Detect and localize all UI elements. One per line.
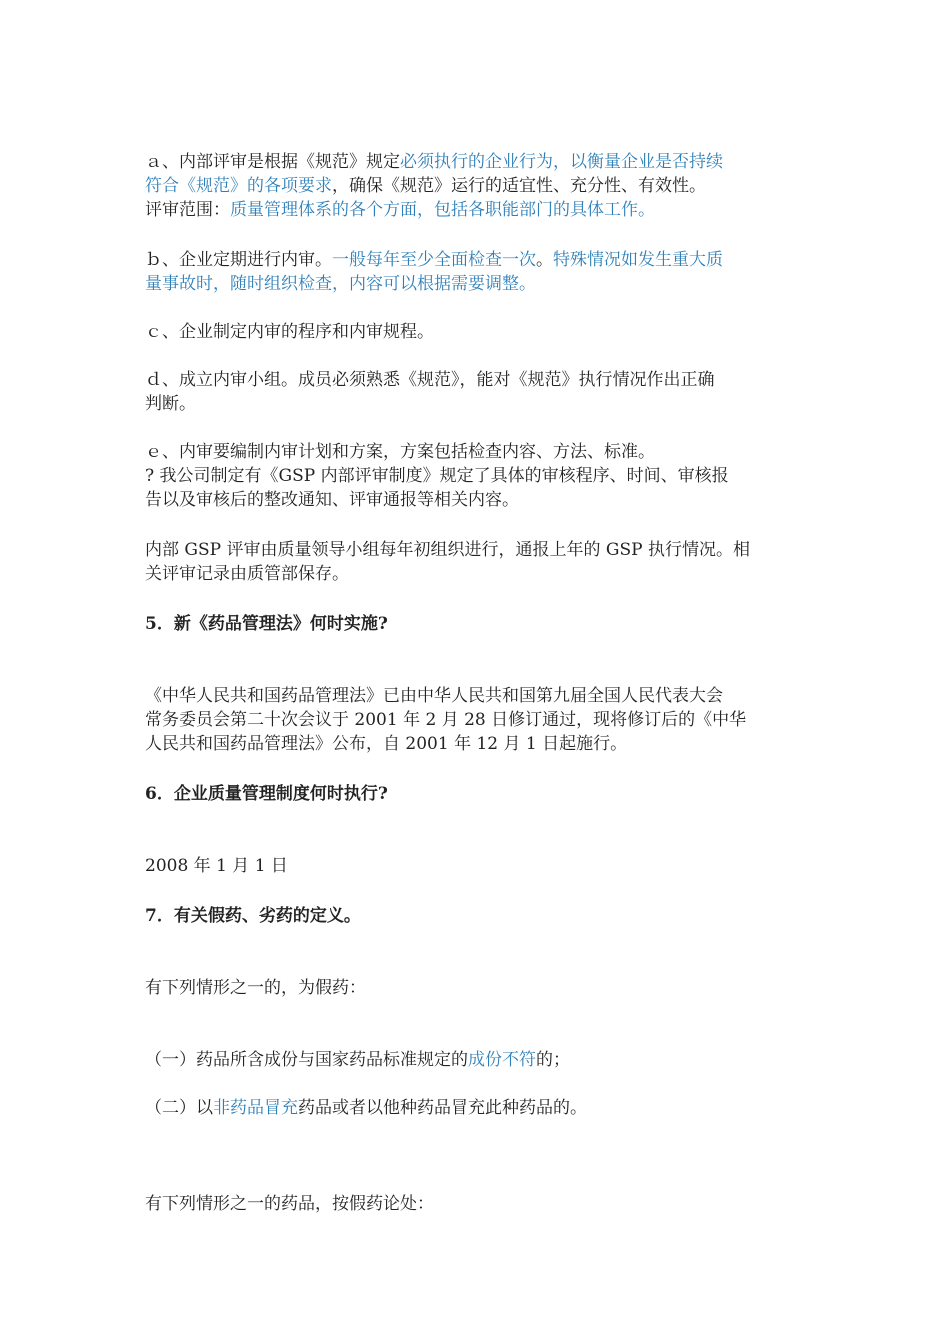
para-b-line-1: ｂ、企业定期进行内审。一般每年至少全面检查一次。特殊情况如发生重大质 <box>145 250 723 270</box>
para-d-line-2: 判断。 <box>145 394 196 414</box>
para-gsp-line-2: 关评审记录由质管部保存。 <box>145 564 349 584</box>
q7-item-2: （二）以非药品冒充药品或者以他种药品冒充此种药品的。 <box>145 1098 587 1118</box>
q7-heading: 7．有关假药、劣药的定义。 <box>145 906 361 926</box>
para-e-line-3: 告以及审核后的整改通知、评审通报等相关内容。 <box>145 490 519 510</box>
q7-intro: 有下列情形之一的，为假药： <box>145 978 366 998</box>
q5-heading: 5．新《药品管理法》何时实施? <box>145 614 388 634</box>
para-a-line-1: ａ、内部评审是根据《规范》规定必须执行的企业行为，以衡量企业是否持续 <box>145 152 723 172</box>
para-gsp-line-1: 内部 GSP 评审由质量领导小组每年初组织进行，通报上年的 GSP 执行情况。相 <box>145 540 750 560</box>
para-e-line-2: ? 我公司制定有《GSP 内部评审制度》规定了具体的审核程序、时间、审核报 <box>145 466 729 486</box>
q5-line-1: 《中华人民共和国药品管理法》已由中华人民共和国第九届全国人民代表大会 <box>145 686 723 706</box>
q6-heading: 6．企业质量管理制度何时执行? <box>145 784 388 804</box>
para-c-line-1: ｃ、企业制定内审的程序和内审规程。 <box>145 322 434 342</box>
para-a-line-2: 符合《规范》的各项要求，确保《规范》运行的适宜性、充分性、有效性。 <box>145 176 706 196</box>
q5-line-2: 常务委员会第二十次会议于 2001 年 2 月 28 日修订通过，现将修订后的《中华 <box>145 710 747 730</box>
q5-line-3: 人民共和国药品管理法》公布，自 2001 年 12 月 1 日起施行。 <box>145 734 628 754</box>
para-a-line-3: 评审范围：质量管理体系的各个方面，包括各职能部门的具体工作。 <box>145 200 655 220</box>
para-e-line-1: ｅ、内审要编制内审计划和方案，方案包括检查内容、方法、标准。 <box>145 442 655 462</box>
q6-answer: 2008 年 1 月 1 日 <box>145 856 288 876</box>
q7-intro-2: 有下列情形之一的药品，按假药论处： <box>145 1194 434 1214</box>
para-b-line-2: 量事故时，随时组织检查，内容可以根据需要调整。 <box>145 274 536 294</box>
q7-item-1: （一）药品所含成份与国家药品标准规定的成份不符的； <box>145 1050 570 1070</box>
para-d-line-1: ｄ、成立内审小组。成员必须熟悉《规范》，能对《规范》执行情况作出正确 <box>145 370 715 390</box>
